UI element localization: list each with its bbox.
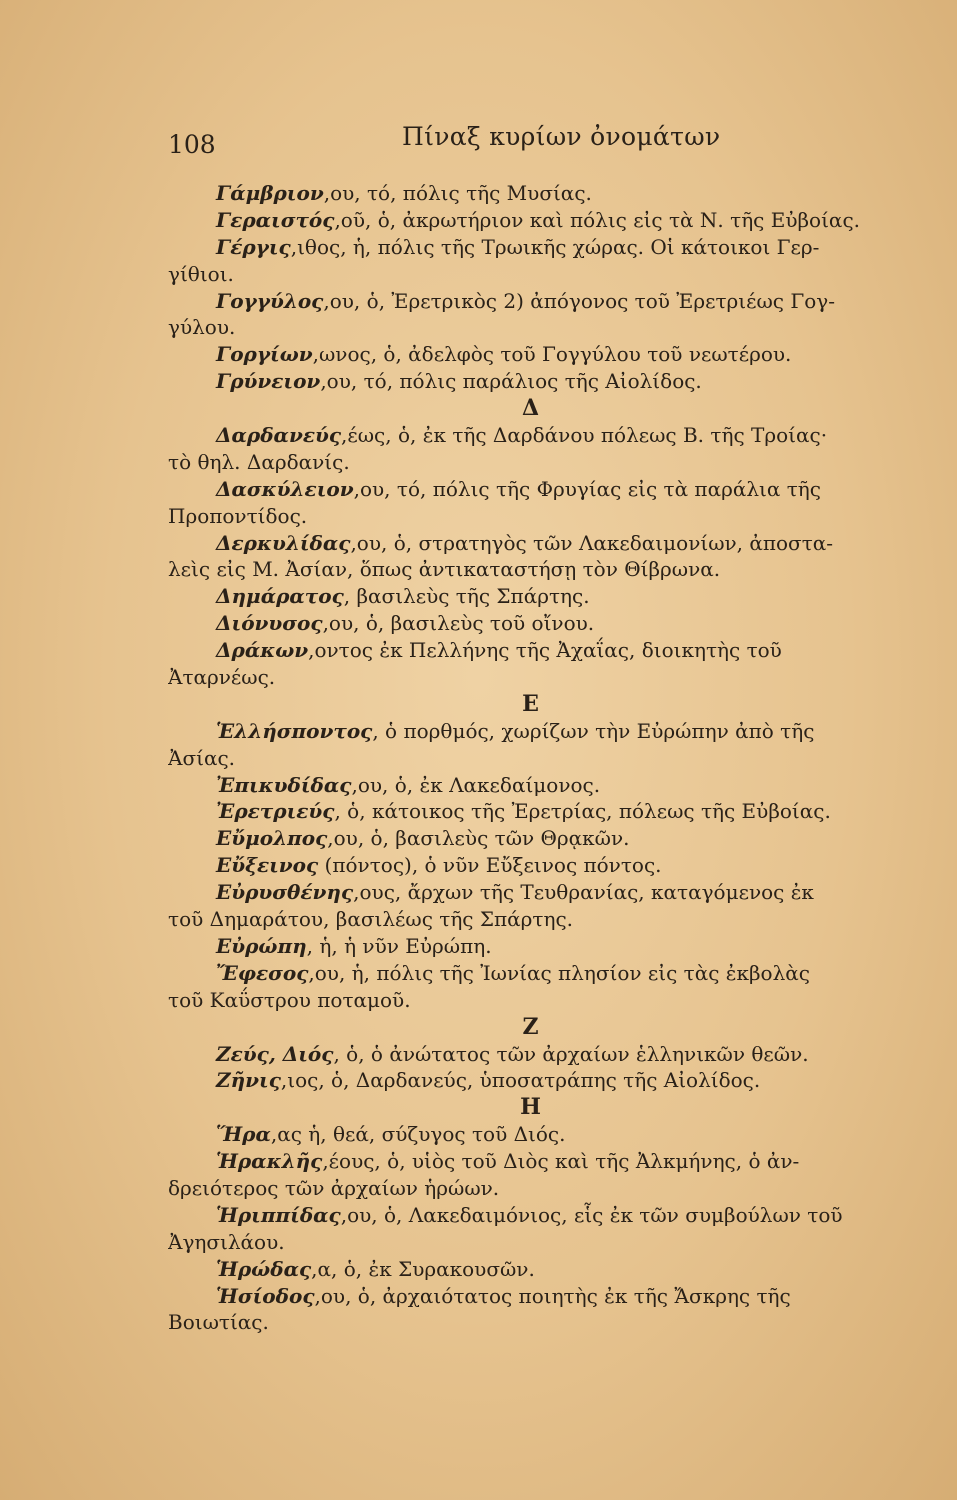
entry-headword: Γάμβριον — [216, 181, 324, 205]
entry-continuation: Ἀγησιλάου. — [168, 1229, 285, 1254]
entry-definition: , ἡ, ἡ νῦν Εὐρώπη. — [306, 933, 492, 958]
entry-headword: Εὔμολπος — [216, 826, 328, 851]
entry-definition: ,ου, ὁ, Λακεδαιμόνιος, εἷς ἐκ τῶν συμβούλων τοῦ — [340, 1202, 843, 1227]
section-letter: Ζ — [522, 1013, 539, 1040]
entry-headword: Γοργίων — [216, 342, 313, 367]
entry-definition: , ὁ, κάτοικος τῆς Ἐρετρίας, πόλεως τῆς Εὐβοίας. — [334, 799, 831, 824]
index-entry — [168, 288, 893, 315]
index-entry — [168, 368, 893, 395]
entry-headword: Δράκων — [216, 638, 309, 663]
page-number: 108 — [168, 130, 216, 159]
index-entry — [168, 718, 893, 745]
entry-continuation: Βοιωτίας. — [168, 1310, 269, 1335]
entry-definition: ,ας ἡ, θεά, σύζυγος τοῦ Διός. — [270, 1122, 566, 1147]
index-entry — [168, 1283, 893, 1310]
entry-definition: ,οντος ἐκ Πελλήνης τῆς Ἀχαΐας, διοικητὴς τοῦ — [308, 638, 782, 663]
entry-headword: Ἡρακλῆς — [216, 1149, 323, 1174]
page-header — [0, 122, 957, 162]
entry-definition: ,ιος, ὁ, Δαρδανεύς, ὑποσατράπης τῆς Αἰολίδος. — [280, 1068, 761, 1093]
entry-definition: ,α, ὁ, ἐκ Συρακουσῶν. — [311, 1256, 535, 1281]
section-letter: Ε — [522, 690, 539, 717]
entry-continuation: τοῦ Καΰστρου ποταμοῦ. — [168, 987, 411, 1012]
entry-definition: ,ου, ὁ, βασιλεὺς τοῦ οἴνου. — [322, 611, 595, 636]
entry-headword: Εὐρώπη — [216, 933, 307, 958]
entry-definition: ,ους, ἄρχων τῆς Τευθρανίας, καταγόμενος ἐκ — [353, 880, 814, 905]
entry-continuation: τοῦ Δημαράτου, βασιλέως τῆς Σπάρτης. — [168, 907, 574, 932]
index-entry — [168, 1256, 893, 1283]
entry-definition: ,ου, ὁ, Ἐρετρικὸς 2) ἀπόγονος τοῦ Ἐρετριέως Γογ- — [323, 288, 835, 313]
entry-headword: Δημάρατος — [216, 584, 344, 609]
index-entry — [168, 583, 893, 610]
index-entry — [168, 1121, 893, 1148]
entry-headword: Δαρδανεύς — [216, 423, 342, 448]
entry-headword: Δερκυλίδας — [216, 530, 351, 555]
index-entry — [168, 180, 893, 207]
index-entry — [168, 772, 893, 799]
entry-continuation: τὸ θηλ. Δαρδανίς. — [168, 449, 350, 474]
entry-headword: Ζῆνις — [216, 1068, 281, 1093]
entry-continuation: γίθιοι. — [168, 261, 234, 286]
entry-headword: Ἑλλήσποντος — [216, 718, 373, 743]
entry-headword: Δασκύλειον — [216, 476, 354, 501]
entry-definition: ,ιθος, ἡ, πόλις τῆς Τρωικῆς χώρας. Οἱ κάτοικοι Γερ- — [290, 234, 820, 259]
entry-headword: Εὐρυσθένης — [216, 880, 354, 905]
index-entry — [168, 234, 893, 261]
entry-headword: Γρύνειον — [216, 369, 321, 394]
entry-definition: ,έους, ὁ, υἱὸς τοῦ Διὸς καὶ τῆς Ἀλκμήνης, ὁ ἀν- — [322, 1149, 800, 1174]
entry-continuation: λεὶς εἰς Μ. Ἀσίαν, ὅπως ἀντικαταστήσῃ τὸν Θίβρωνα. — [168, 557, 721, 582]
entry-continuation: δρειότερος τῶν ἀρχαίων ἡρώων. — [168, 1175, 500, 1200]
index-entry — [168, 1202, 893, 1229]
index-entry — [168, 1148, 893, 1175]
entry-definition: , ὁ πορθμός, χωρίζων τὴν Εὐρώπην ἀπὸ τῆς — [372, 718, 815, 743]
entry-continuation: Ἀταρνέως. — [168, 665, 276, 690]
entry-definition: ,ου, ἡ, πόλις τῆς Ἰωνίας πλησίον εἰς τὰς ἐκβολὰς — [308, 960, 810, 985]
entry-headword: Ἡσίοδος — [216, 1283, 315, 1308]
entry-definition: (πόντος), ὁ νῦν Εὔξεινος πόντος. — [318, 853, 662, 878]
entry-definition: ,ου, τό, πόλις τῆς Φρυγίας εἰς τὰ παράλια τῆς — [353, 476, 821, 501]
entry-definition: ,ου, ὁ, ἐκ Λακεδαίμονος. — [351, 772, 601, 797]
entry-headword: Ἐρετριεύς — [216, 799, 335, 824]
entry-definition: ,ου, τό, πόλις τῆς Μυσίας. — [323, 181, 592, 205]
entry-continuation: Προποντίδος. — [168, 503, 308, 528]
index-entry — [168, 341, 893, 368]
index-entry — [168, 798, 893, 825]
entry-definition: ,οῦ, ὁ, ἀκρωτήριον καὶ πόλις εἰς τὰ Ν. τῆς Εὐβοίας. — [334, 207, 860, 232]
index-entry — [168, 1067, 893, 1094]
entry-headword: Εὔξεινος — [216, 853, 319, 878]
entry-headword: Γέργις — [216, 234, 291, 259]
section-letter: Δ — [521, 395, 540, 422]
entry-headword: Διόνυσος — [216, 611, 323, 636]
entry-headword: Γεραιστός — [216, 207, 335, 232]
entry-headword: Ζεύς, Διός — [216, 1041, 334, 1066]
index-entry — [168, 637, 893, 664]
entry-headword: Ἥρα — [216, 1122, 271, 1147]
entry-headword: Ἔφεσος — [216, 960, 309, 985]
index-entry — [168, 610, 893, 637]
entry-definition: ,έως, ὁ, ἐκ τῆς Δαρδάνου πόλεως Β. τῆς Τροίας· — [341, 423, 828, 448]
entry-definition: ,ου, τό, πόλις παράλιος τῆς Αἰολίδος. — [320, 369, 702, 394]
index-entry — [168, 879, 893, 906]
entry-headword: Ἐπικυδίδας — [216, 772, 352, 797]
running-title: Πίναξ κυρίων ὀνομάτων — [402, 122, 721, 151]
index-entry — [168, 852, 893, 879]
index-entry — [168, 825, 893, 852]
entry-definition: ,ου, ὁ, ἀρχαιότατος ποιητὴς ἐκ τῆς Ἄσκρης τῆς — [314, 1283, 791, 1308]
entry-definition: ,ου, ὁ, στρατηγὸς τῶν Λακεδαιμονίων, ἀποστα- — [350, 530, 834, 555]
index-entry — [168, 207, 893, 234]
index-entry — [168, 530, 893, 557]
entry-definition: ,ωνος, ὁ, ἀδελφὸς τοῦ Γογγύλου τοῦ νεωτέρου. — [312, 342, 792, 367]
entry-headword: Γογγύλος — [216, 288, 324, 313]
index-entry — [168, 1041, 893, 1068]
entry-headword: Ἡριππίδας — [216, 1202, 341, 1227]
index-entry — [168, 960, 893, 987]
section-letter: Η — [520, 1094, 541, 1121]
entry-continuation: γύλου. — [168, 315, 236, 340]
index-entry — [168, 476, 893, 503]
entry-continuation: Ἀσίας. — [168, 745, 236, 770]
entry-definition: , ὁ, ὁ ἀνώτατος τῶν ἀρχαίων ἑλληνικῶν θεῶν. — [333, 1041, 809, 1066]
index-entry — [168, 933, 893, 960]
entry-definition: ,ου, ὁ, βασιλεὺς τῶν Θρᾳκῶν. — [327, 826, 630, 851]
index-of-proper-names — [168, 180, 893, 1336]
entry-headword: Ἡρώδας — [216, 1256, 312, 1281]
entry-definition: , βασιλεὺς τῆς Σπάρτης. — [343, 584, 590, 609]
index-entry — [168, 422, 893, 449]
